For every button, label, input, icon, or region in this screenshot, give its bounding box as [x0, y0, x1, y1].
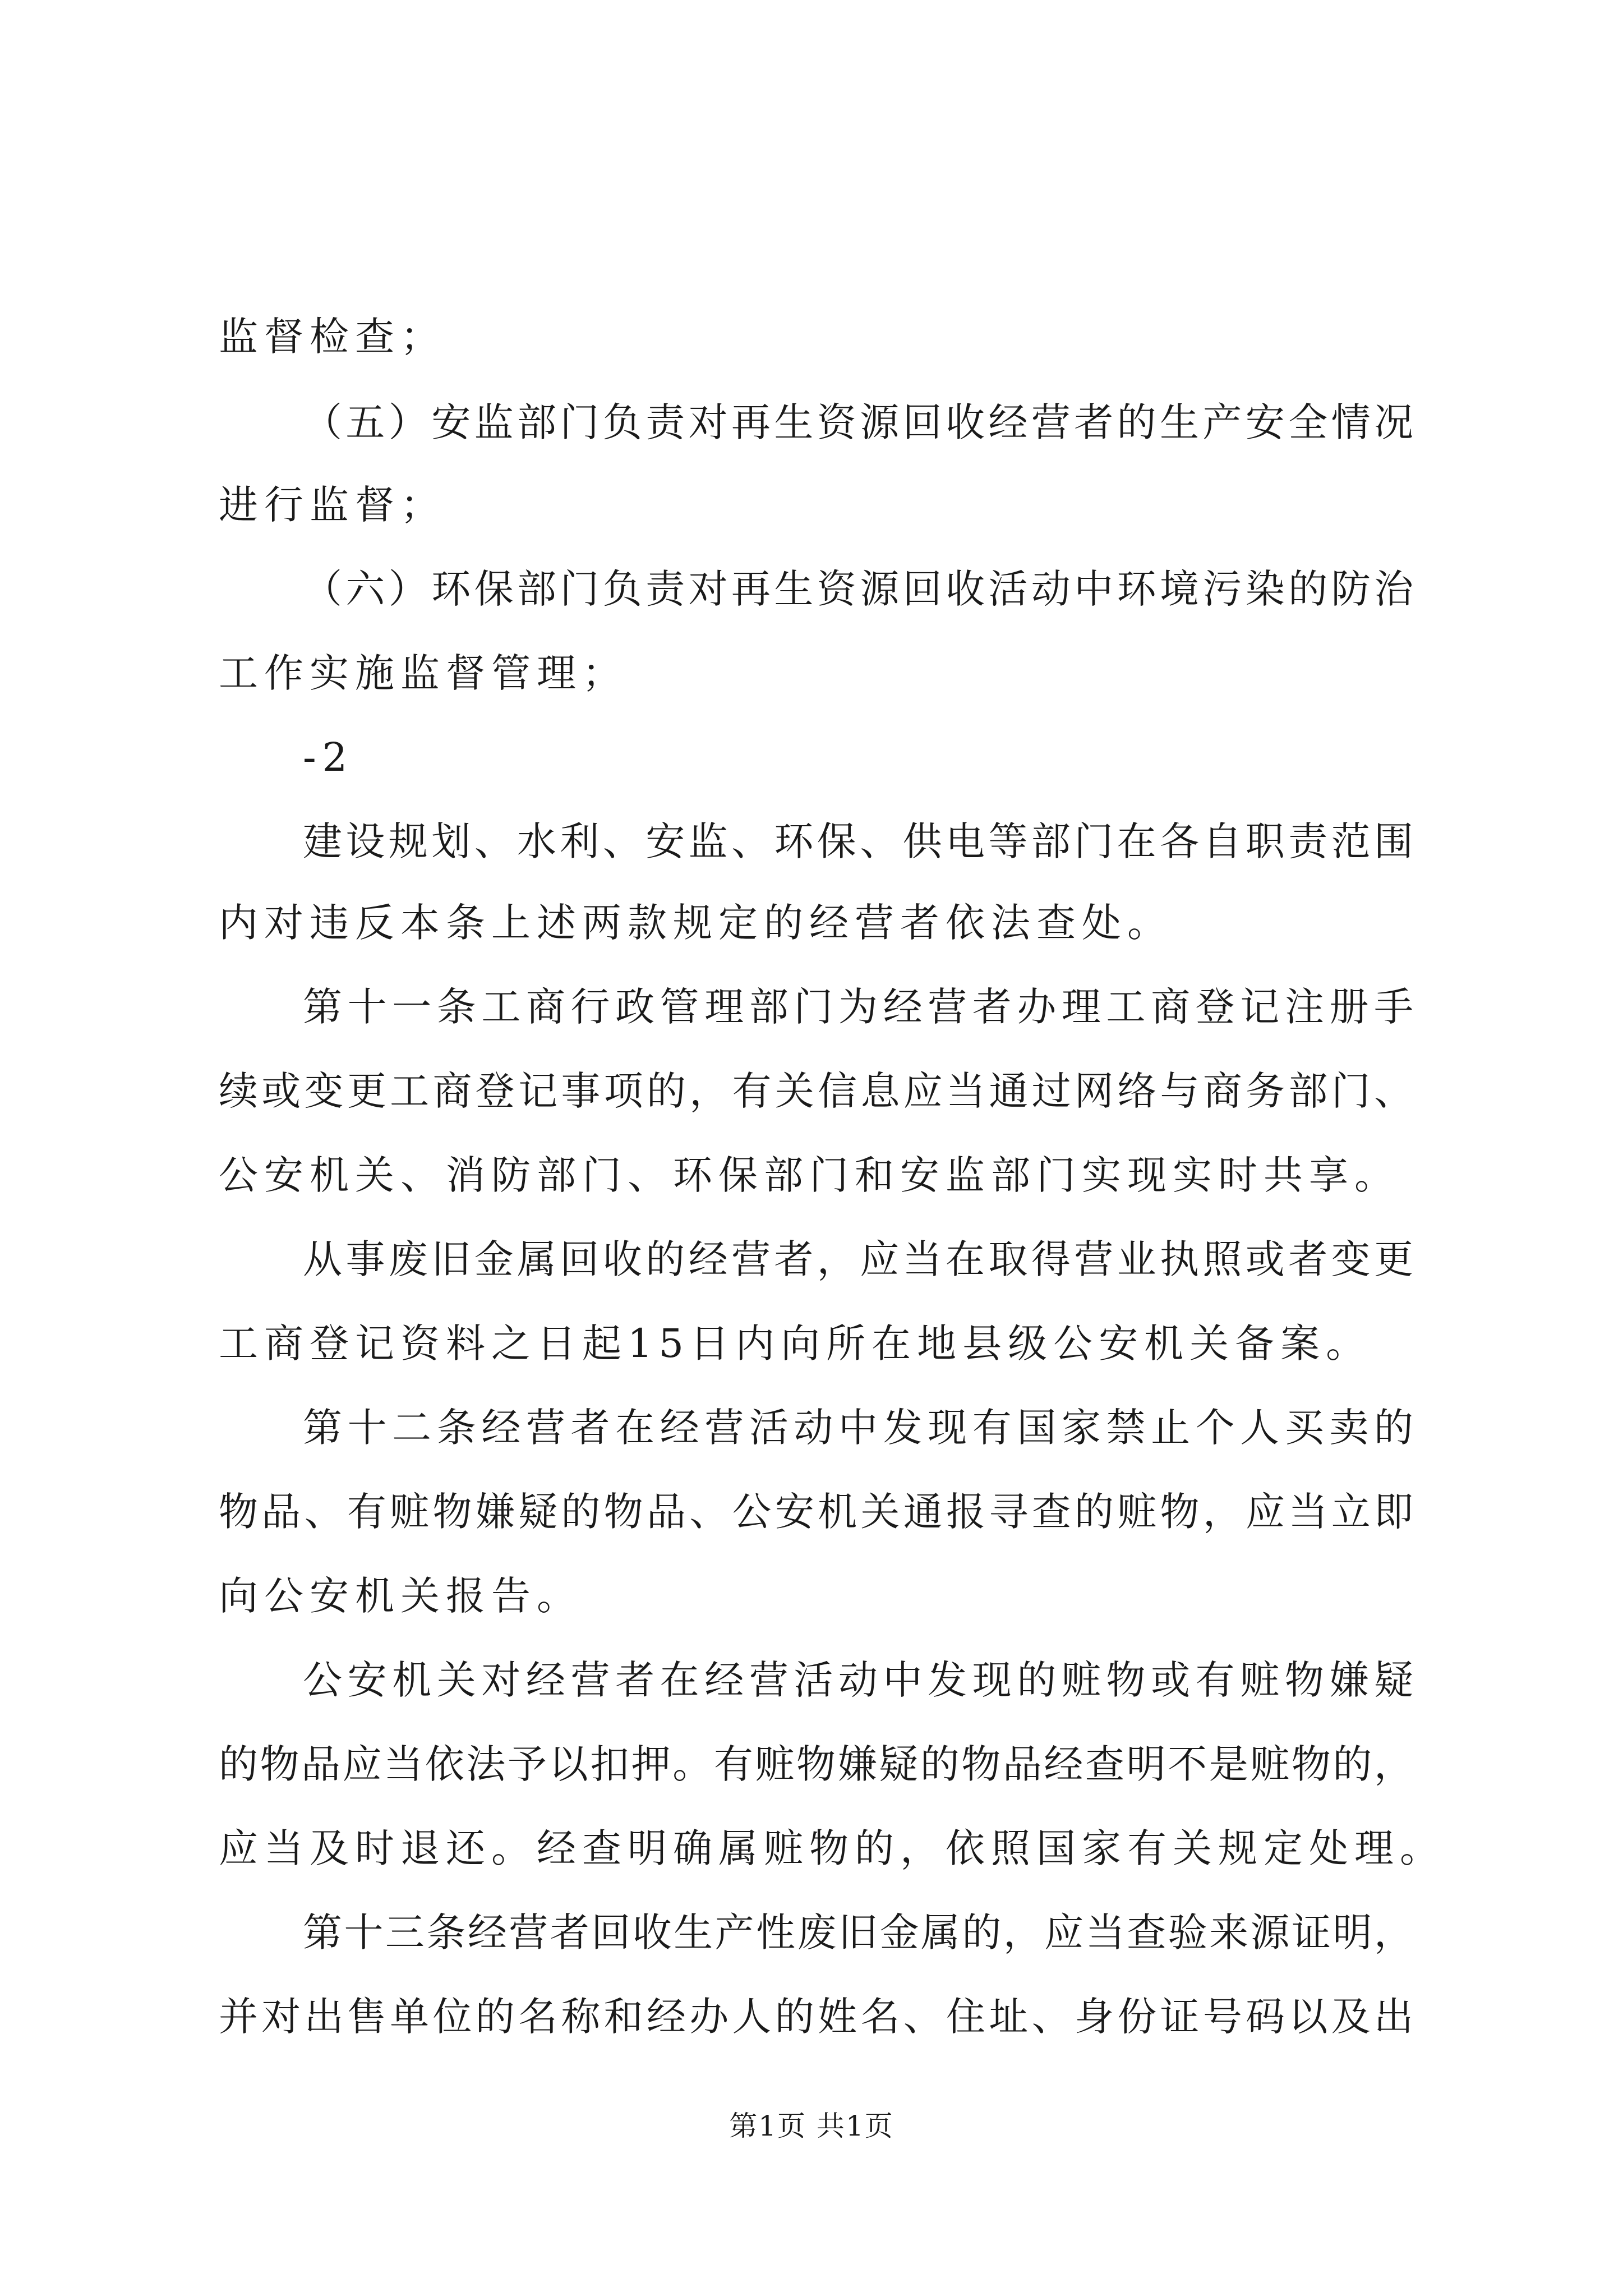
- text-line: 并对出售单位的名称和经办人的姓名、住址、身份证号码以及出: [219, 1994, 1413, 2040]
- text-line: -2: [303, 734, 354, 780]
- page-footer: 第1页 共1页: [729, 2110, 894, 2142]
- text-line: 从事废旧金属回收的经营者，应当在取得营业执照或者变更: [303, 1236, 1413, 1282]
- text-line: 应当及时退还。经查明确属赃物的，依照国家有关规定处理。: [219, 1825, 1445, 1871]
- text-line: 公安机关、消防部门、环保部门和安监部门实现实时共享。: [219, 1152, 1400, 1198]
- text-line: 工作实施监督管理；: [219, 650, 628, 696]
- text-line: 第十二条经营者在经营活动中发现有国家禁止个人买卖的: [303, 1405, 1413, 1451]
- text-line: 建设规划、水利、安监、环保、供电等部门在各自职责范围: [303, 818, 1413, 864]
- text-line: 第十一条工商行政管理部门为经营者办理工商登记注册手: [303, 984, 1413, 1030]
- text-line: 续或变更工商登记事项的，有关信息应当通过网络与商务部门、: [219, 1068, 1413, 1114]
- text-line: 内对违反本条上述两款规定的经营者依法查处。: [219, 900, 1173, 946]
- text-line: 第十三条经营者回收生产性废旧金属的，应当查验来源证明，: [303, 1910, 1413, 1955]
- text-line: 物品、有赃物嫌疑的物品、公安机关通报寻查的赃物，应当立即: [219, 1489, 1413, 1535]
- text-line: 工商登记资料之日起15日内向所在地县级公安机关备案。: [219, 1320, 1372, 1366]
- text-line: 公安机关对经营者在经营活动中发现的赃物或有赃物嫌疑: [303, 1657, 1413, 1703]
- text-line: （六）环保部门负责对再生资源回收活动中环境污染的防治: [303, 566, 1413, 612]
- text-line: （五）安监部门负责对再生资源回收经营者的生产安全情况: [303, 399, 1413, 445]
- text-line: 进行监督；: [219, 482, 446, 528]
- text-line: 监督检查；: [219, 314, 446, 360]
- text-line: 向公安机关报告。: [219, 1573, 582, 1619]
- text-line: 的物品应当依法予以扣押。有赃物嫌疑的物品经查明不是赃物的，: [219, 1741, 1413, 1787]
